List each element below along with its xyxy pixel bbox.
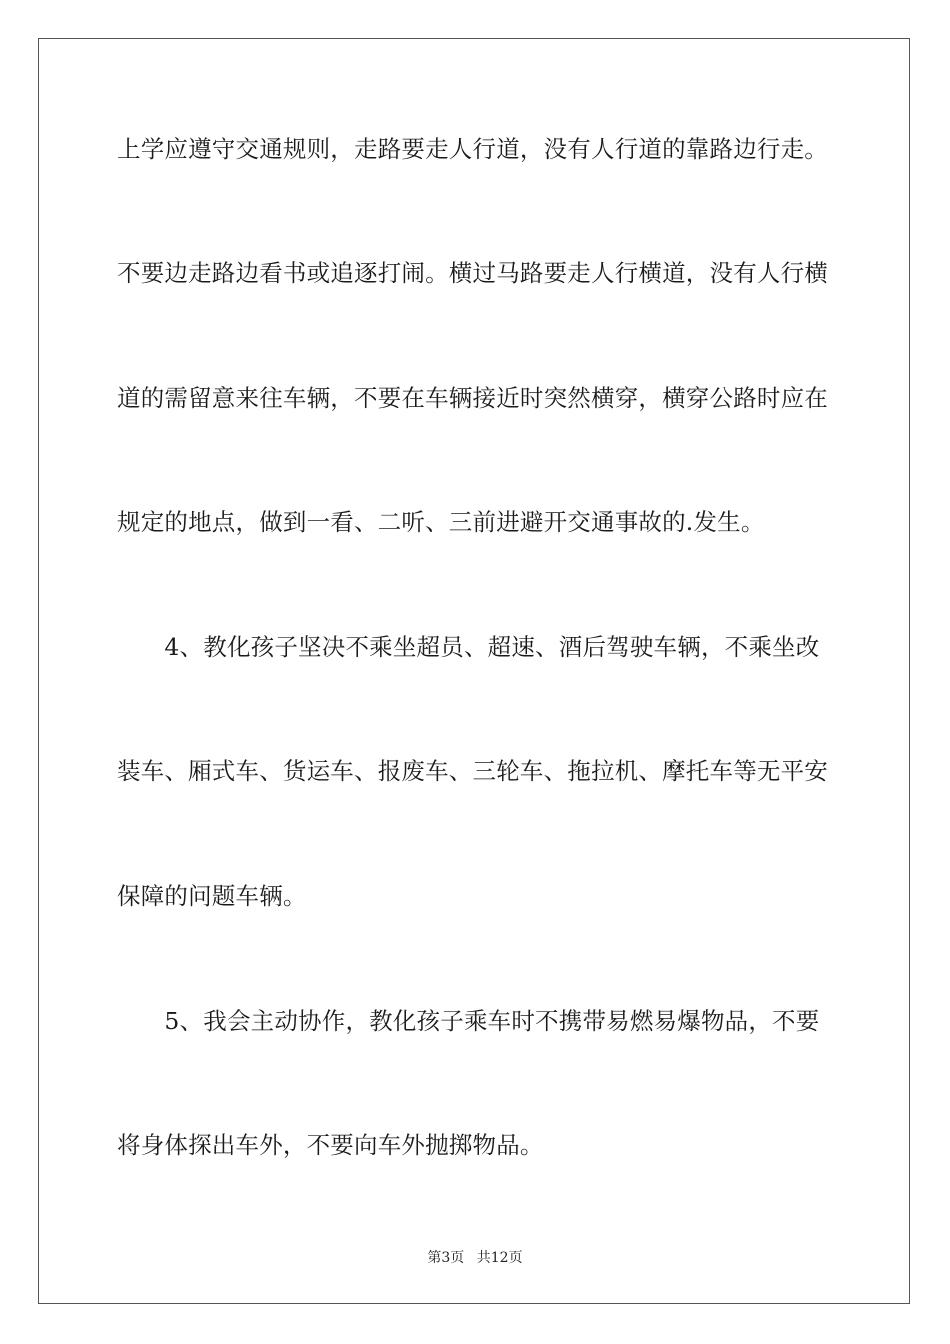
page-number: 第3页 <box>427 1250 465 1266</box>
page-border <box>38 38 910 1304</box>
text-line: 将身体探出车外，不要向车外抛掷物品。 <box>117 1131 544 1159</box>
text-line: 道的需留意来往车辆，不要在车辆接近时突然横穿，横穿公路时应在 <box>117 384 828 412</box>
text-line: 上学应遵守交通规则，走路要走人行道，没有人行道的靠路边行走。 <box>117 135 828 163</box>
text-line: 装车、厢式车、货运车、报废车、三轮车、拖拉机、摩托车等无平安 <box>117 757 828 785</box>
text-line: 保障的问题车辆。 <box>117 882 307 910</box>
page-footer <box>0 1247 950 1267</box>
text-line: 不要边走路边看书或追逐打闹。横过马路要走人行横道，没有人行横 <box>117 259 828 287</box>
text-line: 规定的地点，做到一看、二听、三前进避开交通事故的.发生。 <box>117 508 765 536</box>
text-line: 4、教化孩子坚决不乘坐超员、超速、酒后驾驶车辆，不乘坐改 <box>117 633 820 661</box>
text-line: 5、我会主动协作，教化孩子乘车时不携带易燃易爆物品，不要 <box>117 1007 820 1035</box>
page-total: 共12页 <box>476 1250 523 1266</box>
